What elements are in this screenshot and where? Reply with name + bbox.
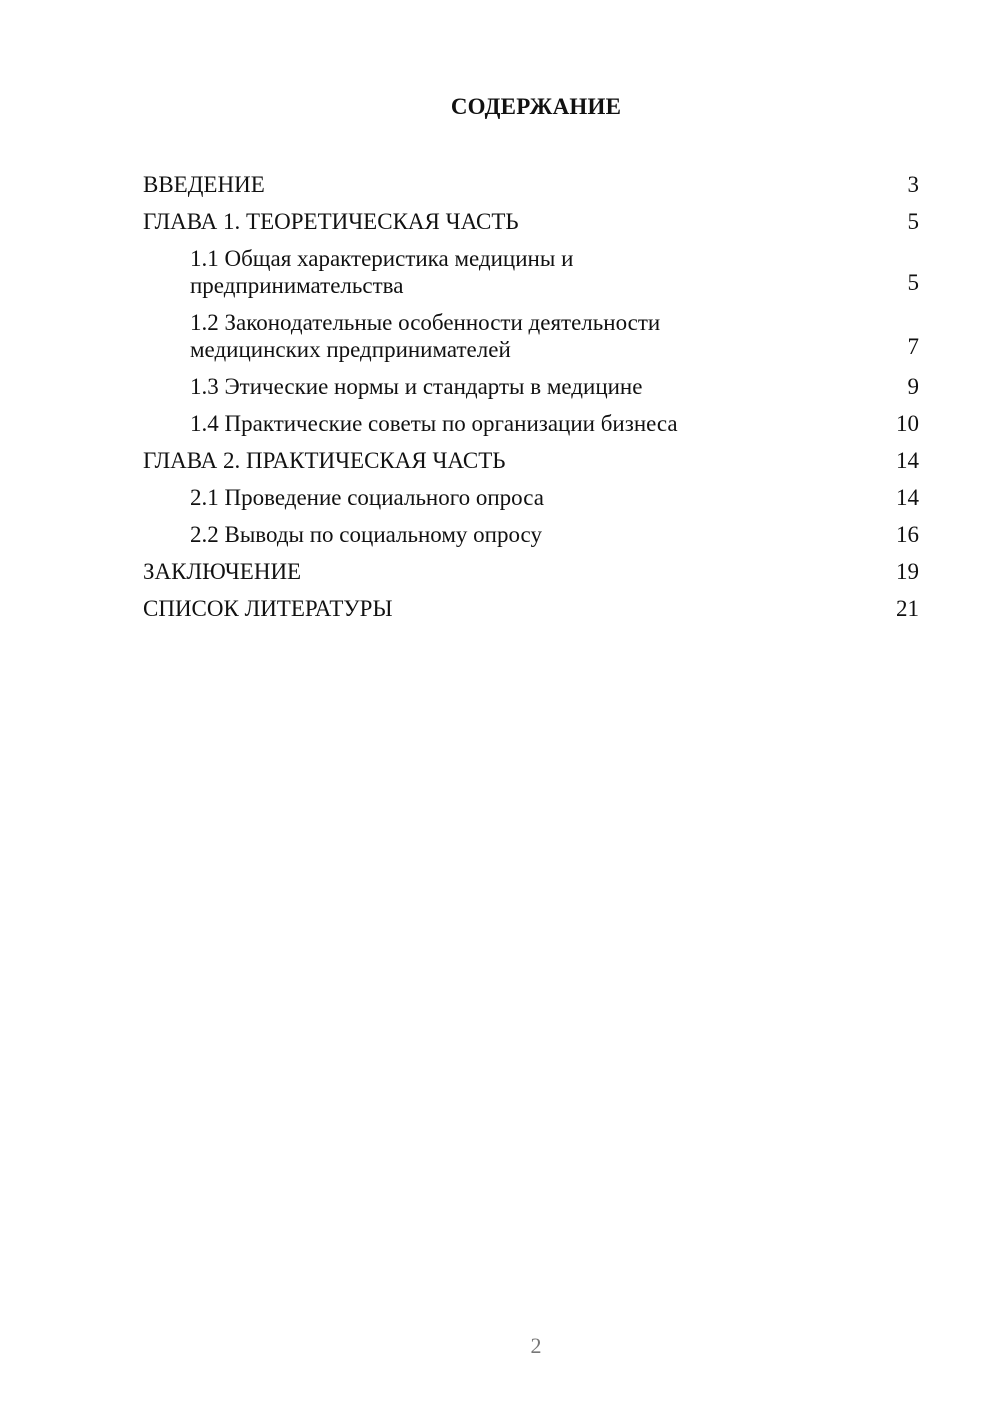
toc-entry-text: 1.3 Этические нормы и стандарты в медицине (190, 374, 643, 399)
toc-entry-page: 14 (896, 448, 919, 473)
toc-entry-page: 9 (907, 374, 919, 399)
toc-entry-page: 16 (896, 522, 919, 547)
toc-entry-page: 5 (907, 209, 919, 234)
table-of-contents (143, 168, 919, 629)
toc-entry-introduction[interactable] (143, 168, 919, 205)
toc-entry-conclusion[interactable] (143, 555, 919, 592)
toc-entry-text: 2.1 Проведение социального опроса (190, 485, 544, 510)
toc-entry-chapter-1[interactable] (143, 205, 919, 242)
toc-entry-page: 21 (896, 596, 919, 621)
toc-entry-page: 14 (896, 485, 919, 510)
toc-entry-section-1-4[interactable] (143, 407, 919, 444)
toc-entry-page: 7 (907, 334, 919, 359)
toc-entry-page: 3 (907, 172, 919, 197)
toc-entry-text: ЗАКЛЮЧЕНИЕ (143, 559, 302, 584)
toc-entry-text: ГЛАВА 2. ПРАКТИЧЕСКАЯ ЧАСТЬ (143, 448, 506, 473)
toc-entry-section-2-1[interactable] (143, 481, 919, 518)
toc-title: СОДЕРЖАНИЕ (450, 94, 622, 119)
toc-entry-section-1-1[interactable] (143, 242, 919, 306)
toc-entry-text: 1.1 Общая характеристика медицины и предпринимательства (190, 246, 574, 298)
toc-entry-page: 19 (896, 559, 919, 584)
toc-entry-bibliography[interactable] (143, 592, 919, 629)
toc-entry-page: 10 (896, 411, 919, 436)
toc-entry-chapter-2[interactable] (143, 444, 919, 481)
toc-entry-text: 1.4 Практические советы по организации бизнеса (190, 411, 678, 436)
toc-entry-section-1-2[interactable] (143, 306, 919, 370)
toc-entry-text: ВВЕДЕНИЕ (143, 172, 265, 197)
toc-entry-text: ГЛАВА 1. ТЕОРЕТИЧЕСКАЯ ЧАСТЬ (143, 209, 519, 234)
toc-entry-page: 5 (907, 270, 919, 295)
page-number: 2 (530, 1333, 542, 1358)
toc-entry-text: 2.2 Выводы по социальному опросу (190, 522, 542, 547)
toc-entry-text: 1.2 Законодательные особенности деятельности медицинских предпринимателей (190, 310, 661, 362)
toc-entry-section-2-2[interactable] (143, 518, 919, 555)
toc-entry-section-1-3[interactable] (143, 370, 919, 407)
toc-entry-text: СПИСОК ЛИТЕРАТУРЫ (143, 596, 393, 621)
